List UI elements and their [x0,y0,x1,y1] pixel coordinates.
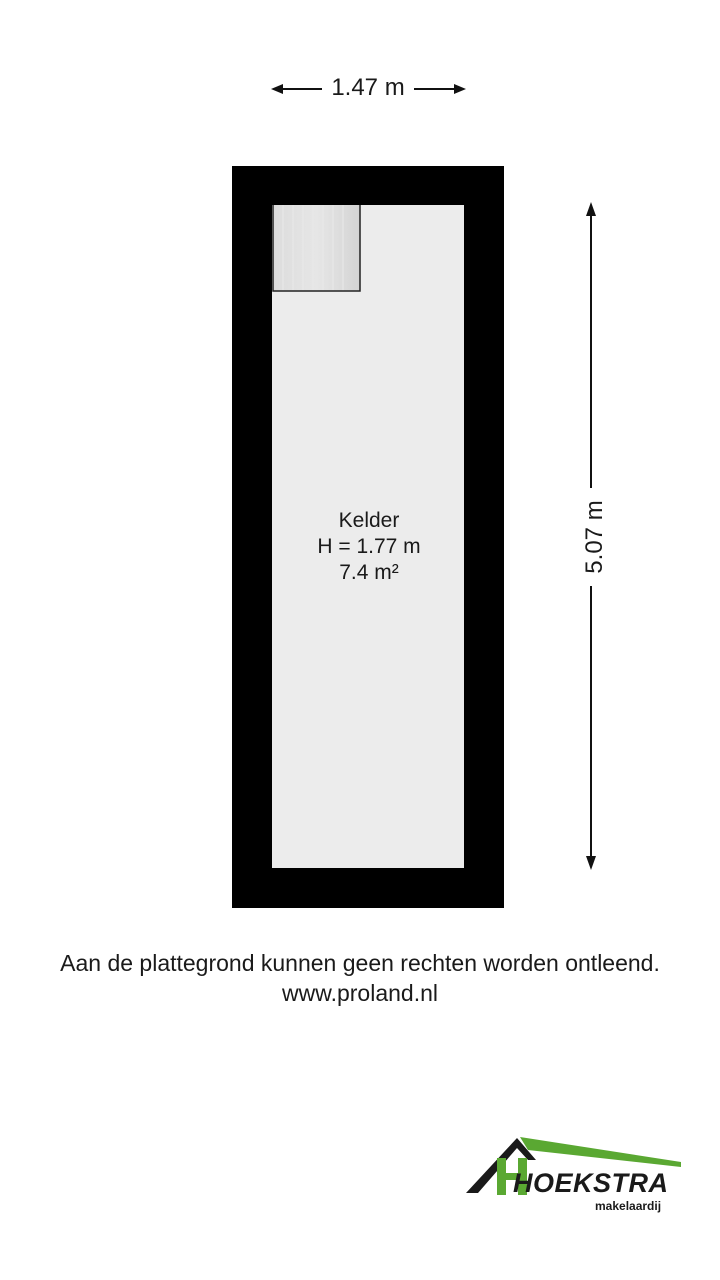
height-dimension-label: 5.07 m [581,500,608,574]
website-link[interactable]: www.proland.nl [282,980,438,1006]
room-name-label: Kelder [338,509,400,532]
logo-wordmark: HOEKSTRA [513,1168,669,1198]
width-dimension-label: 1.47 m [331,74,405,101]
stairs [273,205,360,291]
room-height-label: H = 1.77 m [317,535,421,558]
disclaimer-block [0,948,720,1008]
room-area-label: 7.4 m² [339,561,399,584]
logo-subtitle: makelaardij [595,1199,662,1213]
disclaimer-text: Aan de plattegrond kunnen geen rechten worden ontleend. [60,950,660,976]
